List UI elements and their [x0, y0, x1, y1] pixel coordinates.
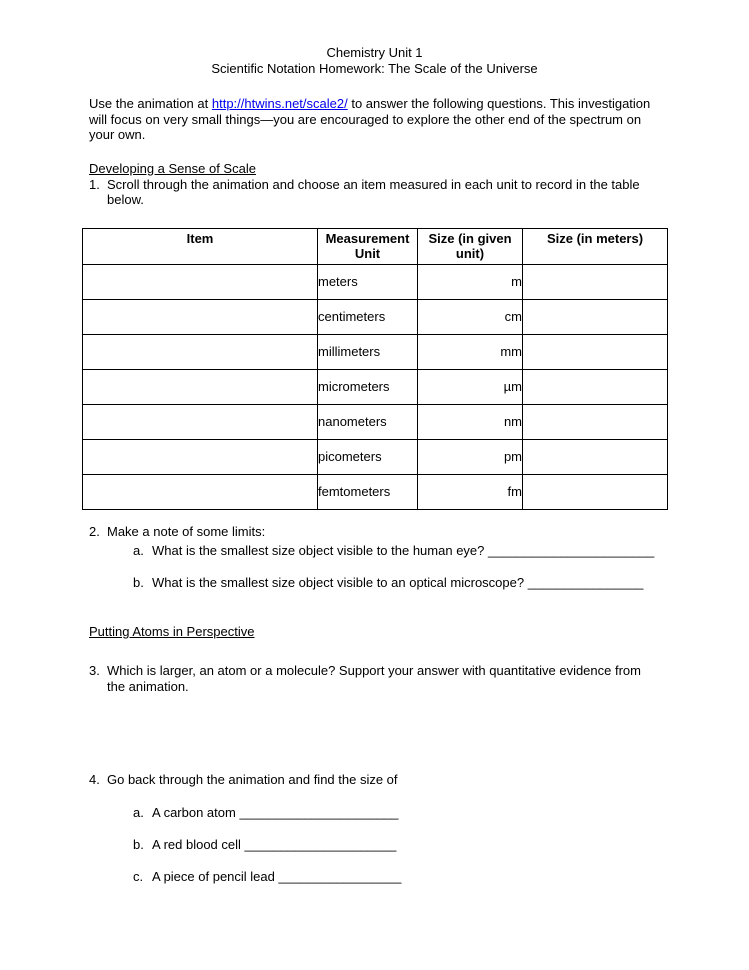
cell-unit: micrometers	[318, 369, 418, 404]
cell-size-given: mm	[418, 334, 523, 369]
intro-paragraph	[89, 96, 660, 143]
question-4-text: Go back through the animation and find the size of	[107, 772, 398, 787]
cell-size-meters	[523, 369, 668, 404]
cell-size-given: pm	[418, 439, 523, 474]
answer-blank-4b: _____________________	[244, 836, 397, 852]
table-row-centimeters	[83, 299, 668, 334]
cell-unit: millimeters	[318, 334, 418, 369]
question-2a-label: a.	[133, 543, 144, 558]
cell-item	[83, 369, 318, 404]
question-4	[89, 772, 660, 788]
question-2-number: 2.	[89, 523, 100, 539]
cell-unit: femtometers	[318, 474, 418, 509]
scale-table	[82, 228, 668, 510]
question-1	[89, 177, 660, 208]
question-4-number: 4.	[89, 772, 100, 787]
cell-size-meters	[523, 264, 668, 299]
question-4c-label: c.	[133, 868, 144, 884]
question-2	[89, 524, 660, 540]
document-title-line2: Scientific Notation Homework: The Scale of the Universe	[211, 61, 538, 76]
section-heading-putting-atoms: Putting Atoms in Perspective	[89, 624, 255, 639]
document-title-line1: Chemistry Unit 1	[326, 45, 423, 60]
cell-size-meters	[523, 404, 668, 439]
cell-size-given: µm	[418, 369, 523, 404]
question-3	[89, 663, 660, 694]
header-size-given-unit: Size (in given unit)	[418, 228, 523, 264]
scale-animation-link[interactable]: http://htwins.net/scale2/	[211, 96, 348, 111]
table-row-meters	[83, 264, 668, 299]
cell-unit: picometers	[318, 439, 418, 474]
cell-size-given: cm	[418, 299, 523, 334]
cell-size-given: fm	[418, 474, 523, 509]
question-4b	[133, 837, 660, 852]
section-heading-developing-scale: Developing a Sense of Scale	[89, 160, 256, 176]
question-4c	[133, 869, 660, 884]
table-header-row	[83, 228, 668, 264]
question-3-text: Which is larger, an atom or a molecule? Support your answer with quantitative evidence from the animation.	[107, 663, 641, 694]
table-row-picometers	[83, 439, 668, 474]
intro-text-after-link: to answer the following questions. This investigation will focus on very small things—you are encouraged to explore the other end of the spectrum on your own.	[89, 96, 651, 142]
question-2-text: Make a note of some limits:	[107, 523, 266, 539]
cell-size-meters	[523, 334, 668, 369]
answer-blank-2a: _______________________	[488, 543, 655, 558]
cell-item	[83, 404, 318, 439]
cell-unit: nanometers	[318, 404, 418, 439]
table-row-micrometers	[83, 369, 668, 404]
question-4b-text: A red blood cell	[152, 836, 245, 852]
question-4a-text: A carbon atom	[152, 804, 240, 820]
table-row-nanometers	[83, 404, 668, 439]
question-4a	[133, 805, 660, 820]
cell-unit: meters	[318, 264, 418, 299]
question-1-text: Scroll through the animation and choose an item measured in each unit to record in the table below.	[107, 176, 640, 207]
cell-item	[83, 439, 318, 474]
question-2b	[133, 575, 660, 590]
header-measurement-unit: Measurement Unit	[318, 228, 418, 264]
question-4b-label: b.	[133, 836, 144, 852]
answer-blank-2b: ________________	[527, 575, 644, 590]
table-row-femtometers	[83, 474, 668, 509]
question-2a	[133, 543, 660, 558]
cell-item	[83, 299, 318, 334]
header-item: Item	[83, 228, 318, 264]
question-4a-label: a.	[133, 804, 144, 820]
question-3-number: 3.	[89, 663, 100, 678]
cell-size-given: nm	[418, 404, 523, 439]
cell-size-meters	[523, 299, 668, 334]
cell-size-given: m	[418, 264, 523, 299]
question-4c-text: A piece of pencil lead	[152, 868, 279, 884]
answer-blank-4c: _________________	[278, 868, 402, 884]
question-2a-text: What is the smallest size object visible to the human eye?	[152, 543, 488, 558]
cell-item	[83, 334, 318, 369]
question-2b-label: b.	[133, 575, 144, 590]
cell-item	[83, 264, 318, 299]
cell-unit: centimeters	[318, 299, 418, 334]
intro-text-before-link: Use the animation at	[89, 96, 212, 111]
cell-size-meters	[523, 439, 668, 474]
answer-blank-4a: ______________________	[239, 804, 399, 820]
table-row-millimeters	[83, 334, 668, 369]
question-2b-text: What is the smallest size object visible to an optical microscope?	[152, 575, 528, 590]
cell-size-meters	[523, 474, 668, 509]
question-1-number: 1.	[89, 176, 100, 192]
header-size-meters: Size (in meters)	[523, 228, 668, 264]
cell-item	[83, 474, 318, 509]
